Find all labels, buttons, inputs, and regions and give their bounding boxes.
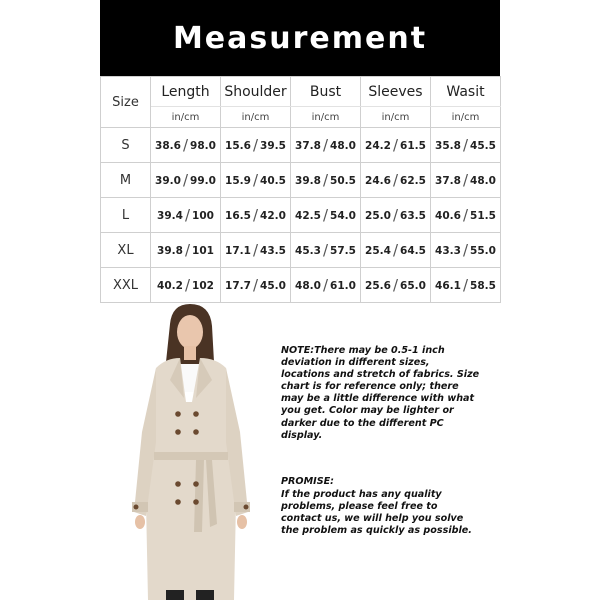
cm-value: 42.0 (260, 210, 286, 222)
inch-value: 25.0 (365, 210, 391, 222)
slash-separator: / (392, 206, 399, 224)
measurement-cell-bust (291, 163, 361, 198)
measurement-cell-length (151, 128, 221, 163)
cm-value: 48.0 (330, 140, 356, 152)
measurement-cell-shoulder (221, 163, 291, 198)
measurement-cell-length (151, 163, 221, 198)
measurement-cell-sleeves (361, 233, 431, 268)
slash-separator: / (392, 241, 399, 259)
column-header-waist: Wasit (431, 77, 501, 107)
cm-value: 40.5 (260, 175, 286, 187)
unit-label: in/cm (151, 107, 221, 128)
inch-value: 16.5 (225, 210, 251, 222)
slash-separator: / (252, 241, 259, 259)
cm-value: 55.0 (470, 245, 496, 257)
size-label: XXL (101, 268, 151, 303)
inch-value: 15.9 (225, 175, 251, 187)
column-header-sleeves: Sleeves (361, 77, 431, 107)
slash-separator: / (184, 206, 191, 224)
cm-value: 98.0 (190, 140, 216, 152)
slash-separator: / (322, 241, 329, 259)
inch-value: 39.0 (155, 175, 181, 187)
table-row (101, 233, 501, 268)
cm-value: 61.5 (400, 140, 426, 152)
cm-value: 48.0 (470, 175, 496, 187)
slash-separator: / (322, 206, 329, 224)
slash-separator: / (322, 276, 329, 294)
inch-value: 24.6 (365, 175, 391, 187)
inch-value: 17.7 (225, 280, 251, 292)
cm-value: 39.5 (260, 140, 286, 152)
slash-separator: / (252, 276, 259, 294)
table-row (101, 163, 501, 198)
cm-value: 61.0 (330, 280, 356, 292)
inch-value: 37.8 (295, 140, 321, 152)
size-label: S (101, 128, 151, 163)
slash-separator: / (252, 206, 259, 224)
inch-value: 17.1 (225, 245, 251, 257)
unit-label: in/cm (361, 107, 431, 128)
unit-row (101, 107, 501, 128)
inch-value: 37.8 (435, 175, 461, 187)
measurement-cell-waist (431, 198, 501, 233)
inch-value: 43.3 (435, 245, 461, 257)
measurement-cell-waist (431, 128, 501, 163)
inch-value: 15.6 (225, 140, 251, 152)
slash-separator: / (462, 276, 469, 294)
slash-separator: / (392, 136, 399, 154)
inch-value: 39.4 (157, 210, 183, 222)
measurement-cell-waist (431, 233, 501, 268)
cm-value: 58.5 (470, 280, 496, 292)
measurement-cell-bust (291, 268, 361, 303)
cm-value: 63.5 (400, 210, 426, 222)
measurement-cell-sleeves (361, 198, 431, 233)
cm-value: 62.5 (400, 175, 426, 187)
cm-value: 50.5 (330, 175, 356, 187)
size-label: M (101, 163, 151, 198)
unit-label: in/cm (291, 107, 361, 128)
measurement-cell-bust (291, 233, 361, 268)
cm-value: 100 (192, 210, 214, 222)
slash-separator: / (184, 276, 191, 294)
inch-value: 46.1 (435, 280, 461, 292)
slash-separator: / (322, 171, 329, 189)
cm-value: 45.0 (260, 280, 286, 292)
cm-value: 64.5 (400, 245, 426, 257)
cm-value: 102 (192, 280, 214, 292)
cm-value: 51.5 (470, 210, 496, 222)
slash-separator: / (252, 136, 259, 154)
measurement-cell-length (151, 268, 221, 303)
slash-separator: / (182, 136, 189, 154)
measurement-cell-shoulder (221, 128, 291, 163)
cm-value: 43.5 (260, 245, 286, 257)
measurement-table (100, 76, 501, 303)
measurement-cell-shoulder (221, 233, 291, 268)
size-column-header: Size (101, 77, 151, 128)
model-coat-photo (126, 302, 256, 600)
measurement-cell-length (151, 233, 221, 268)
slash-separator: / (462, 206, 469, 224)
cm-value: 65.0 (400, 280, 426, 292)
slash-separator: / (462, 136, 469, 154)
measurement-cell-waist (431, 163, 501, 198)
slash-separator: / (184, 241, 191, 259)
size-note: NOTE:There may be 0.5-1 inch deviation in different sizes, locations and stretch of fabrics. Size chart is for reference only; there may be a little difference with what you get. Color may be lighter or darker due to the different PC display. (281, 345, 480, 441)
inch-value: 24.2 (365, 140, 391, 152)
size-label: L (101, 198, 151, 233)
measurement-cell-sleeves (361, 128, 431, 163)
measurement-cell-length (151, 198, 221, 233)
inch-value: 42.5 (295, 210, 321, 222)
measurement-cell-shoulder (221, 268, 291, 303)
column-header-shoulder: Shoulder (221, 77, 291, 107)
title-banner (100, 0, 500, 76)
inch-value: 45.3 (295, 245, 321, 257)
page-title: Measurement (172, 20, 428, 56)
column-header-bust: Bust (291, 77, 361, 107)
measurement-cell-shoulder (221, 198, 291, 233)
slash-separator: / (392, 171, 399, 189)
slash-separator: / (252, 171, 259, 189)
table-row (101, 198, 501, 233)
cm-value: 45.5 (470, 140, 496, 152)
inch-value: 39.8 (157, 245, 183, 257)
slash-separator: / (462, 241, 469, 259)
table-row (101, 128, 501, 163)
inch-value: 25.4 (365, 245, 391, 257)
inch-value: 35.8 (435, 140, 461, 152)
cm-value: 54.0 (330, 210, 356, 222)
promise-heading: PROMISE: (281, 476, 334, 487)
measurement-cell-sleeves (361, 163, 431, 198)
inch-value: 40.6 (435, 210, 461, 222)
table-row (101, 268, 501, 303)
cm-value: 101 (192, 245, 214, 257)
inch-value: 39.8 (295, 175, 321, 187)
column-header-length: Length (151, 77, 221, 107)
measurement-cell-bust (291, 198, 361, 233)
inch-value: 25.6 (365, 280, 391, 292)
measurement-cell-sleeves (361, 268, 431, 303)
inch-value: 48.0 (295, 280, 321, 292)
unit-label: in/cm (221, 107, 291, 128)
cm-value: 99.0 (190, 175, 216, 187)
unit-label: in/cm (431, 107, 501, 128)
measurement-cell-bust (291, 128, 361, 163)
header-row (101, 77, 501, 107)
slash-separator: / (462, 171, 469, 189)
size-label: XL (101, 233, 151, 268)
inch-value: 38.6 (155, 140, 181, 152)
inch-value: 40.2 (157, 280, 183, 292)
slash-separator: / (322, 136, 329, 154)
measurement-cell-waist (431, 268, 501, 303)
promise-text: If the product has any quality problems, please feel free to contact us, we will help you solve the problem as quickly as possible. (281, 489, 472, 537)
slash-separator: / (392, 276, 399, 294)
cm-value: 57.5 (330, 245, 356, 257)
slash-separator: / (182, 171, 189, 189)
